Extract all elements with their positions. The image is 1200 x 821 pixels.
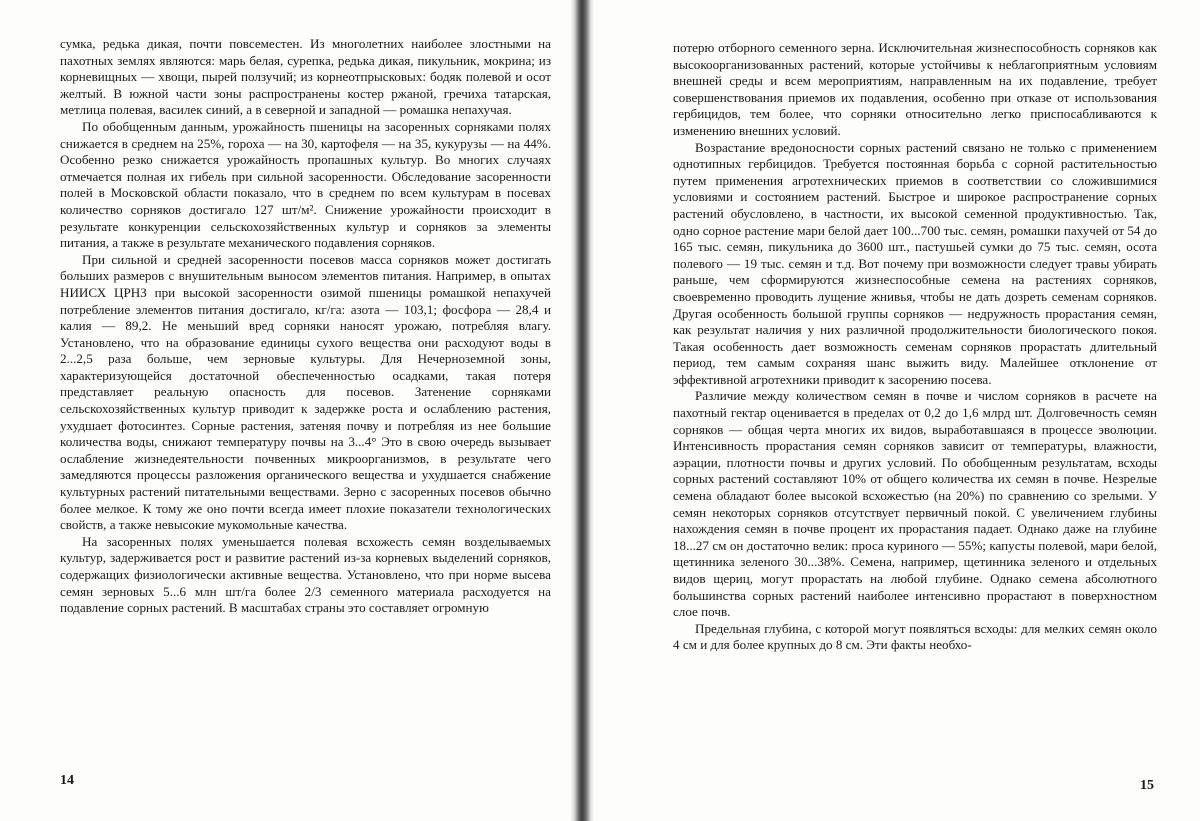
left-page	[0, 0, 575, 821]
page-number: 15	[1140, 778, 1154, 793]
paragraph: При сильной и средней засоренности посевов масса сорняков может достигать больших размеров с внушительным выносом элементов питания. Например, в опытах НИИСХ ЦРНЗ при высокой засоренности озимой пшеницы ромашкой непахучей потребление элементов питания достигало, кг/га: азота — 103,1; фосфора — 28,4 и калия — 89,2. Не меньший вред сорняки наносят урожаю, потребляя влагу. Установлено, что на образование единицы сухого вещества они расходуют воды в 2...2,5 раза больше, чем зерновые культуры. Для Нечерноземной зоны, характеризующейся достаточной обеспеченностью осадками, такая потеря представляет реальную опасность для посевов. Затенение сорняками сельскохозяйственных культур приводит к задержке роста и ослаблению растения, ухудшает фотосинтез. Сорные растения, затеняя почву и потребляя из нее большие количества воды, снижают температуру почвы на 3...4° Это в свою очередь вызывает ослабление жизнедеятельности почвенных микроорганизмов, в результате чего замедляются процессы разложения органического вещества и ухудшается снабжение культурных растений питательными веществами. Зерно с засоренных посевов обычно более мелкое. К тому же оно почти всегда имеет плохие показатели технологических свойств, а также невысокие мукомольные качества.	[60, 251, 551, 533]
paragraph: На засоренных полях уменьшается полевая всхожесть семян возделываемых культур, задерживается рост и развитие растений из-за корневых выделений сорняков, содержащих физиологически активные вещества. Установлено, что при норме высева семян зерновых 5...6 млн шт/га более 2/3 семенного материала расходуется на подавление сорных растений. В масштабах страны это составляет огромную	[60, 533, 551, 616]
page-number: 14	[60, 773, 74, 788]
left-page-text	[60, 36, 551, 617]
right-page	[600, 0, 1200, 821]
paragraph: Возрастание вредоносности сорных растений связано не только с применением однотипных гербицидов. Требуется постоянная борьба с сорной растительностью путем применения агротехнических приемов в соответствии со сложившимися условиями и состоянием растений. Быстрое и широкое распространение сорных растений обусловлено, в частности, их высокой семенной продуктивностью. Так, одно сорное растение мари белой дает 100...700 тыс. семян, ромашки пахучей от 54 до 165 тыс. семян, пикульника до 3600 шт., пастушьей сумки до 75 тыс. семян, осота полевого — 19 тыс. семян и т.д. Вот почему при возможности следует травы убирать раньше, чем сформируются жизнеспособные семена на растениях сорняков, своевременно проводить лущение жнивья, чтобы не дать дозреть семенам сорняков. Другая особенность большой группы сорняков — недружность прорастания семян, как результат наличия у них различной продолжительности биологического покоя. Такая особенность дает возможность семенам сорняков прорастать длительный период, тем самым сохраняя шанс выжить виду. Малейшее отклонение от эффективной агротехники приводит к засорению посева.	[673, 139, 1157, 387]
paragraph: По обобщенным данным, урожайность пшеницы на засоренных сорняками полях снижается в среднем на 25%, гороха — на 30, картофеля — на 35, кукурузы — на 44%. Особенно резко снижается урожайность пропашных культур. Во многих случаях отмечается полная их гибель при сильной засоренности. Обследование засоренности полей в Московской области показало, что в среднем по всем культурам в посевах количество сорняков достигало 127 шт/м². Снижение урожайности происходит в результате конкуренции сельскохозяйственных культур и сорняков за элементы питания, а также в результате механического подавления сорняков.	[60, 118, 551, 251]
paragraph: Различие между количеством семян в почве и числом сорняков в расчете на пахотный гектар оценивается в пределах от 0,2 до 1,6 млрд шт. Долговечность семян сорняков — общая черта многих их видов, выработавшаяся в процессе эволюции. Интенсивность прорастания семян сорняков зависит от температуры, влажности, аэрации, плотности почвы и других условий. По обобщенным результатам, всходы сорных растений составляют 10% от общего количества их семян в почве. Незрелые семена обладают более высокой всхожестью (на 20%) по сравнению со зрелыми. У семян некоторых сорняков отсутствует первичный покой. С увеличением глубины нахождения семян в почве процент их прорастания падает. Однако даже на глубине 18...27 см он достаточно велик: проса куриного — 55%; капусты полевой, мари белой, щетинника зеленого 30...38%. Семена, например, щетинника зеленого и отдельных видов щериц, могут прорастать на любой глубине. Однако семена абсолютного большинства сорных растений наиболее интенсивно прорастают в поверхностном слое почв.	[673, 388, 1157, 620]
paragraph: потерю отборного семенного зерна. Исключительная жизнеспособность сорняков как высокоорганизованных растений, которые устойчивы к неблагоприятным условиям внешней среды и всем мероприятиям, направленным на их подавление, требует совершенствования приемов их подавления, особенно при отказе от использования гербицидов, тем более, что сорняки относительно легко приспосабливаются к изменению внешних условий.	[673, 40, 1157, 138]
book-gutter	[570, 0, 594, 821]
right-page-text	[673, 40, 1157, 654]
paragraph: Предельная глубина, с которой могут появляться всходы: для мелких семян около 4 см и для более крупных до 8 см. Эти факты необхо-	[673, 620, 1157, 653]
paragraph: сумка, редька дикая, почти повсеместен. Из многолетних наиболее злостными на пахотных землях являются: марь белая, сурепка, редька дикая, пикульник, мокрина; из корневищных — хвощи, пырей ползучий; из корнеотпрысковых: бодяк полевой и осот желтый. В южной части зоны распространены костер ржаной, гречиха татарская, метлица полевая, василек синий, а в северной и западной — ромашка непахучая.	[60, 36, 551, 118]
